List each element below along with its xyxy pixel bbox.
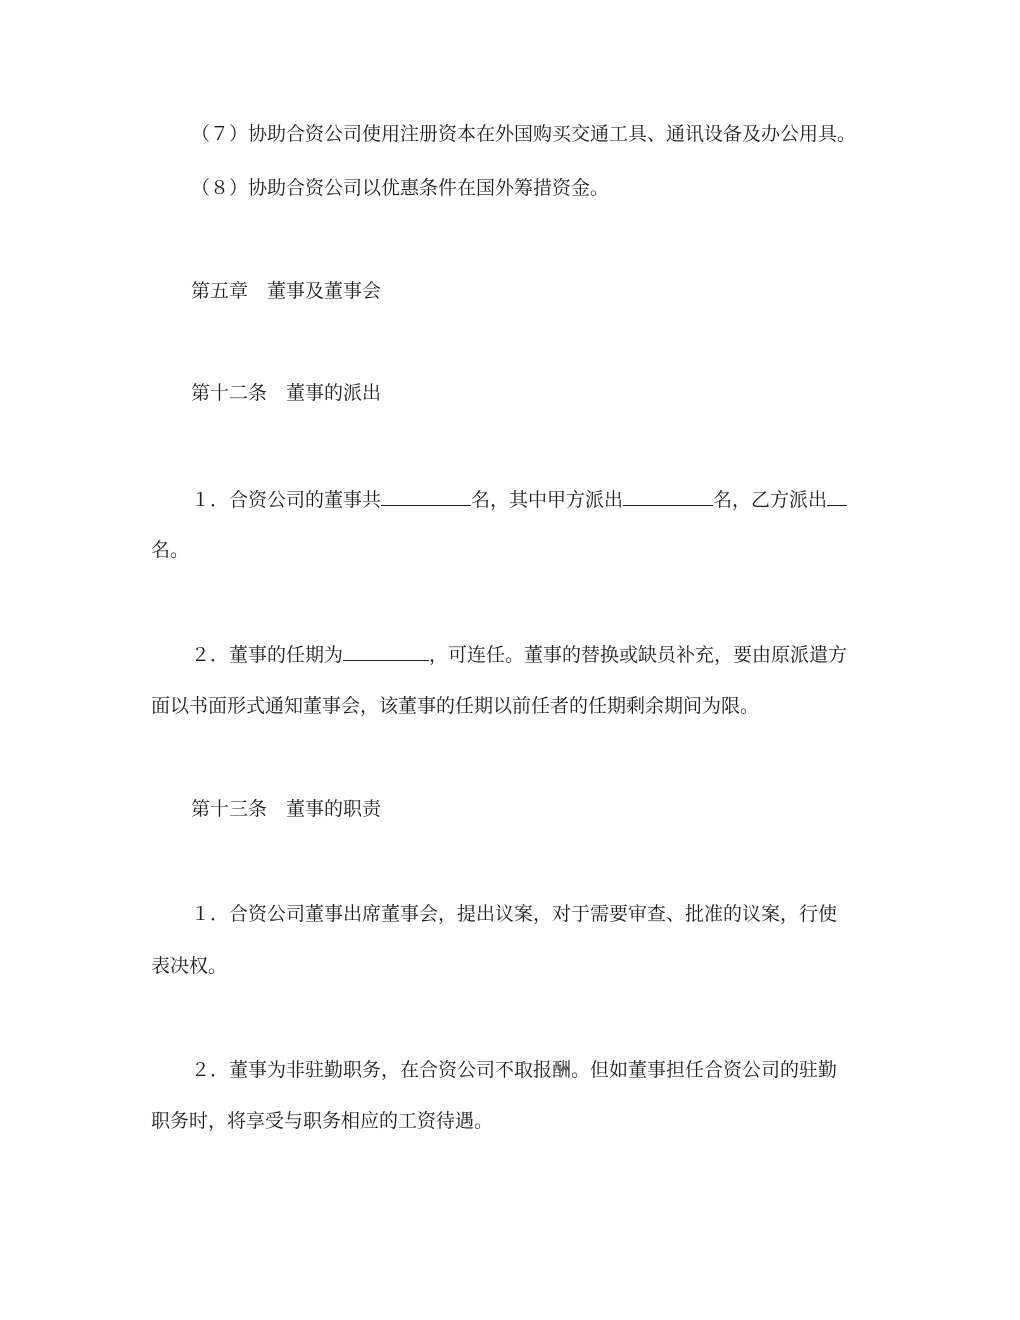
article-12-paragraph-1-line-2: 名。 — [151, 539, 190, 561]
text-segment: １．合资公司的董事共 — [191, 489, 382, 511]
text-segment: ２．董事的任期为 — [191, 644, 344, 666]
fill-in-blank — [381, 487, 471, 506]
article-13-paragraph-2-line-2: 职务时，将享受与职务相应的工资待遇。 — [151, 1110, 494, 1132]
article-12-paragraph-2-line-2: 面以书面形式通知董事会，该董事的任期以前任者的任期剩余期间为限。 — [151, 695, 760, 717]
article-12-paragraph-2-line-1 — [191, 642, 847, 667]
fill-in-blank — [343, 642, 429, 661]
list-item-7: （７）协助合资公司使用注册资本在外国购买交通工具、通讯设备及办公用具。 — [191, 123, 857, 145]
text-segment: ，可连任。董事的替换或缺员补充，要由原派遣方 — [429, 644, 848, 666]
list-item-8: （８）协助合资公司以优惠条件在国外筹措资金。 — [191, 177, 610, 199]
article-13-heading: 第十三条 董事的职责 — [191, 798, 382, 820]
fill-in-blank — [827, 487, 847, 506]
article-13-paragraph-2-line-1: ２．董事为非驻勤职务，在合资公司不取报酬。但如董事担任合资公司的驻勤 — [191, 1059, 838, 1081]
article-13-paragraph-1-line-1: １．合资公司董事出席董事会，提出议案，对于需要审查、批准的议案，行使 — [191, 903, 838, 925]
article-12-heading: 第十二条 董事的派出 — [191, 382, 382, 404]
chapter-heading: 第五章 董事及董事会 — [191, 280, 382, 302]
article-13-paragraph-1-line-2: 表决权。 — [151, 955, 228, 977]
article-12-paragraph-1-line-1 — [191, 487, 847, 512]
fill-in-blank — [623, 487, 713, 506]
text-segment: 名，乙方派出 — [713, 489, 828, 511]
text-segment: 名，其中甲方派出 — [471, 489, 624, 511]
